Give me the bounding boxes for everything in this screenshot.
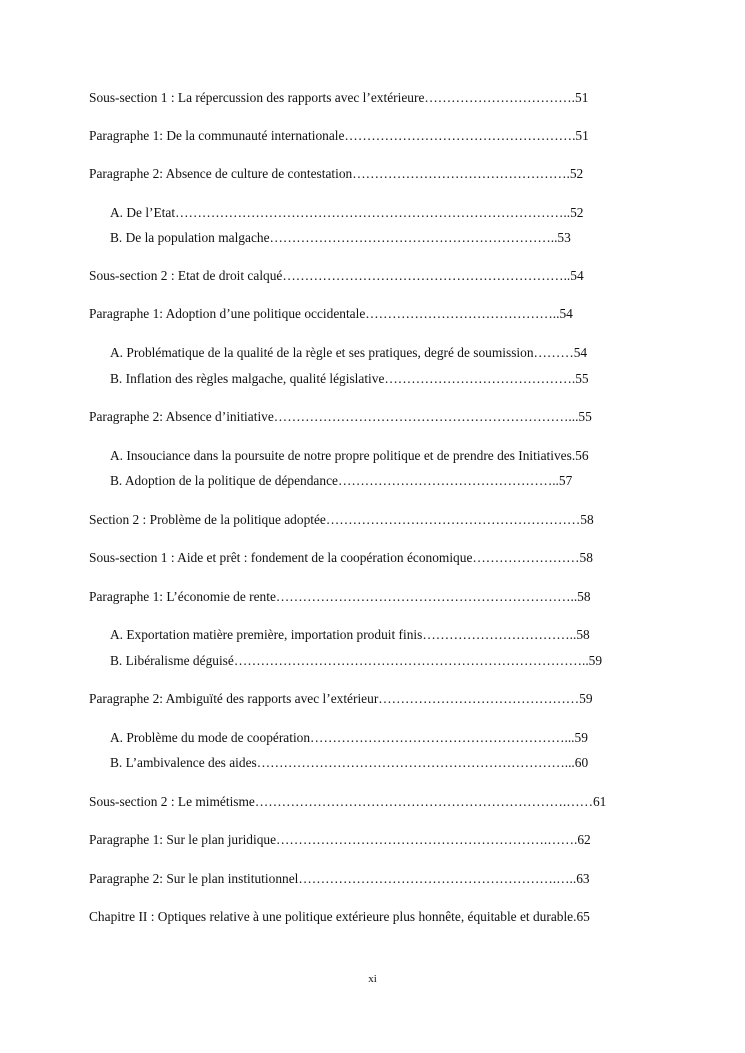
toc-entry: Sous-section 1 : La répercussion des rapports avec l’extérieure…………………………….51: [89, 90, 589, 105]
toc-entry: Paragraphe 2: Absence de culture de contestation………………………………………….52: [89, 166, 584, 181]
toc-entry: Paragraphe 1: Sur le plan juridique…………………………………………………….…….62: [89, 832, 591, 847]
toc-entry: Sous-section 2 : Le mimétisme…………………………………………………………….……61: [89, 794, 607, 809]
toc-entry: B. De la population malgache………………………………………………………..53: [110, 230, 571, 245]
toc-entry: Paragraphe 2: Absence d’initiative…………………………………………………………...55: [89, 409, 592, 424]
page-number: xi: [368, 973, 377, 985]
toc-entry: Sous-section 1 : Aide et prêt : fondement de la coopération économique……………………58: [89, 550, 593, 565]
toc-entry: Paragraphe 2: Sur le plan institutionnel………………………………………………….…..63: [89, 871, 590, 886]
toc-entry: B. Inflation des règles malgache, qualité législative…………………………………….55: [110, 371, 589, 386]
toc-entry: Section 2 : Problème de la politique adoptée…………………………………………………58: [89, 512, 594, 527]
toc-entry: A. Exportation matière première, importation produit finis……………………………..58: [110, 627, 590, 642]
toc-entry: Chapitre II : Optiques relative à une politique extérieure plus honnête, équitable et durable.65: [89, 909, 590, 924]
toc-entry: A. Insouciance dans la poursuite de notre propre politique et de prendre des Initiatives.56: [110, 448, 589, 463]
toc-entry: A. De l’Etat……………………………………………………………………………..52: [110, 205, 584, 220]
toc-entry: B. L’ambivalence des aides……………………………………………………………...60: [110, 755, 589, 770]
toc-entry: Paragraphe 1: L’économie de rente…………………………………………………………..58: [89, 589, 591, 604]
toc-entry: Paragraphe 1: Adoption d’une politique occidentale……………………………………..54: [89, 306, 573, 321]
toc-entry: Paragraphe 2: Ambiguïté des rapports avec l’extérieur………………………………………59: [89, 691, 593, 706]
toc-entry: Paragraphe 1: De la communauté internationale…………………………………………….51: [89, 128, 589, 143]
toc-entry: A. Problème du mode de coopération…………………………………………………...59: [110, 730, 588, 745]
toc-entry: Sous-section 2 : Etat de droit calqué………………………………………………………..54: [89, 268, 584, 283]
toc-entry: B. Libéralisme déguisé……………………………………………………………………..59: [110, 653, 603, 668]
toc-entry: A. Problématique de la qualité de la règle et ses pratiques, degré de soumission………54: [110, 345, 588, 360]
toc-entry: B. Adoption de la politique de dépendance…………………………………………..57: [110, 473, 573, 488]
